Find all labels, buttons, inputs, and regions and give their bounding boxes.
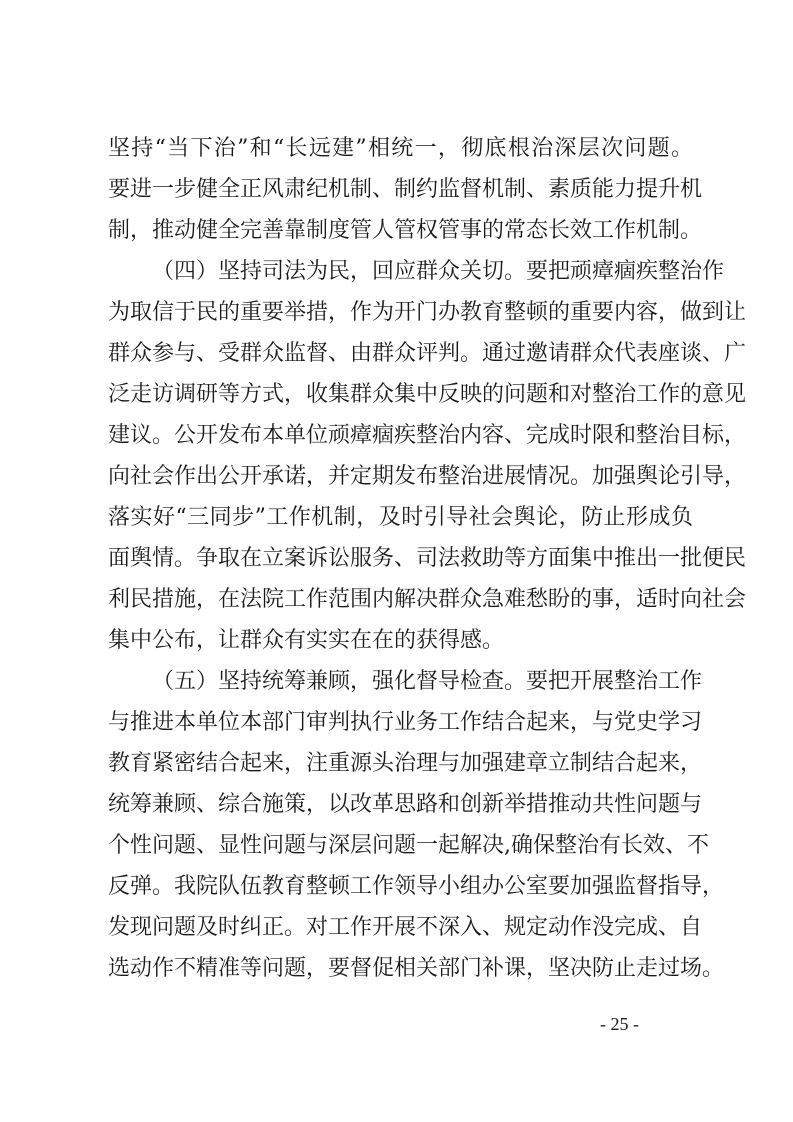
- text-line: 落实好“三同步”工作机制，及时引导社会舆论，防止形成负: [108, 505, 693, 530]
- page-number: - 25 -: [600, 1014, 639, 1034]
- section-heading-line: （五）坚持统筹兼顾，强化督导检查。要把开展整治工作: [152, 669, 703, 694]
- text-line: 与推进本单位本部门审判执行业务工作结合起来，与党史学习: [108, 710, 703, 735]
- text-line: 教育紧密结合起来，注重源头治理与加强建章立制结合起来，: [108, 751, 703, 776]
- body-text: [108, 128, 747, 989]
- text-line: 坚持“当下治”和“长远建”相统一，彻底根治深层次问题。: [108, 136, 693, 161]
- text-line: 个性问题、显性问题与深层问题一起解决,确保整治有长效、不: [108, 833, 709, 858]
- text-line: 发现问题及时纠正。对工作开展不深入、规定动作没完成、自: [108, 915, 703, 940]
- text-line: 群众参与、受群众监督、由群众评判。通过邀请群众代表座谈、广: [108, 341, 747, 366]
- text-line: 为取信于民的重要举措，作为开门办教育整顿的重要内容，做到让: [108, 300, 747, 325]
- text-line: 利民措施，在法院工作范围内解决群众急难愁盼的事，适时向社会: [108, 587, 747, 612]
- text-line: 要进一步健全正风肃纪机制、制约监督机制、素质能力提升机: [108, 177, 703, 202]
- text-line: 建议。公开发布本单位顽瘴痼疾整治内容、完成时限和整治目标，: [108, 423, 747, 448]
- text-line: 向社会作出公开承诺，并定期发布整治进展情况。加强舆论引导，: [108, 464, 747, 489]
- section-heading-line: （四）坚持司法为民，回应群众关切。要把顽瘴痼疾整治作: [152, 259, 725, 284]
- text-line: 选动作不精准等问题，要督促相关部门补课，坚决防止走过场。: [108, 956, 725, 981]
- text-line: 泛走访调研等方式，收集群众集中反映的问题和对整治工作的意见: [108, 382, 747, 407]
- text-line: 集中公布，让群众有实实在在的获得感。: [108, 628, 505, 653]
- text-line: 面舆情。争取在立案诉讼服务、司法救助等方面集中推出一批便民: [108, 546, 747, 571]
- text-line: 制，推动健全完善靠制度管人管权管事的常态长效工作机制。: [108, 218, 703, 243]
- text-line: 反弹。我院队伍教育整顿工作领导小组办公室要加强监督指导，: [108, 874, 725, 899]
- text-line: 统筹兼顾、综合施策，以改革思路和创新举措推动共性问题与: [108, 792, 703, 817]
